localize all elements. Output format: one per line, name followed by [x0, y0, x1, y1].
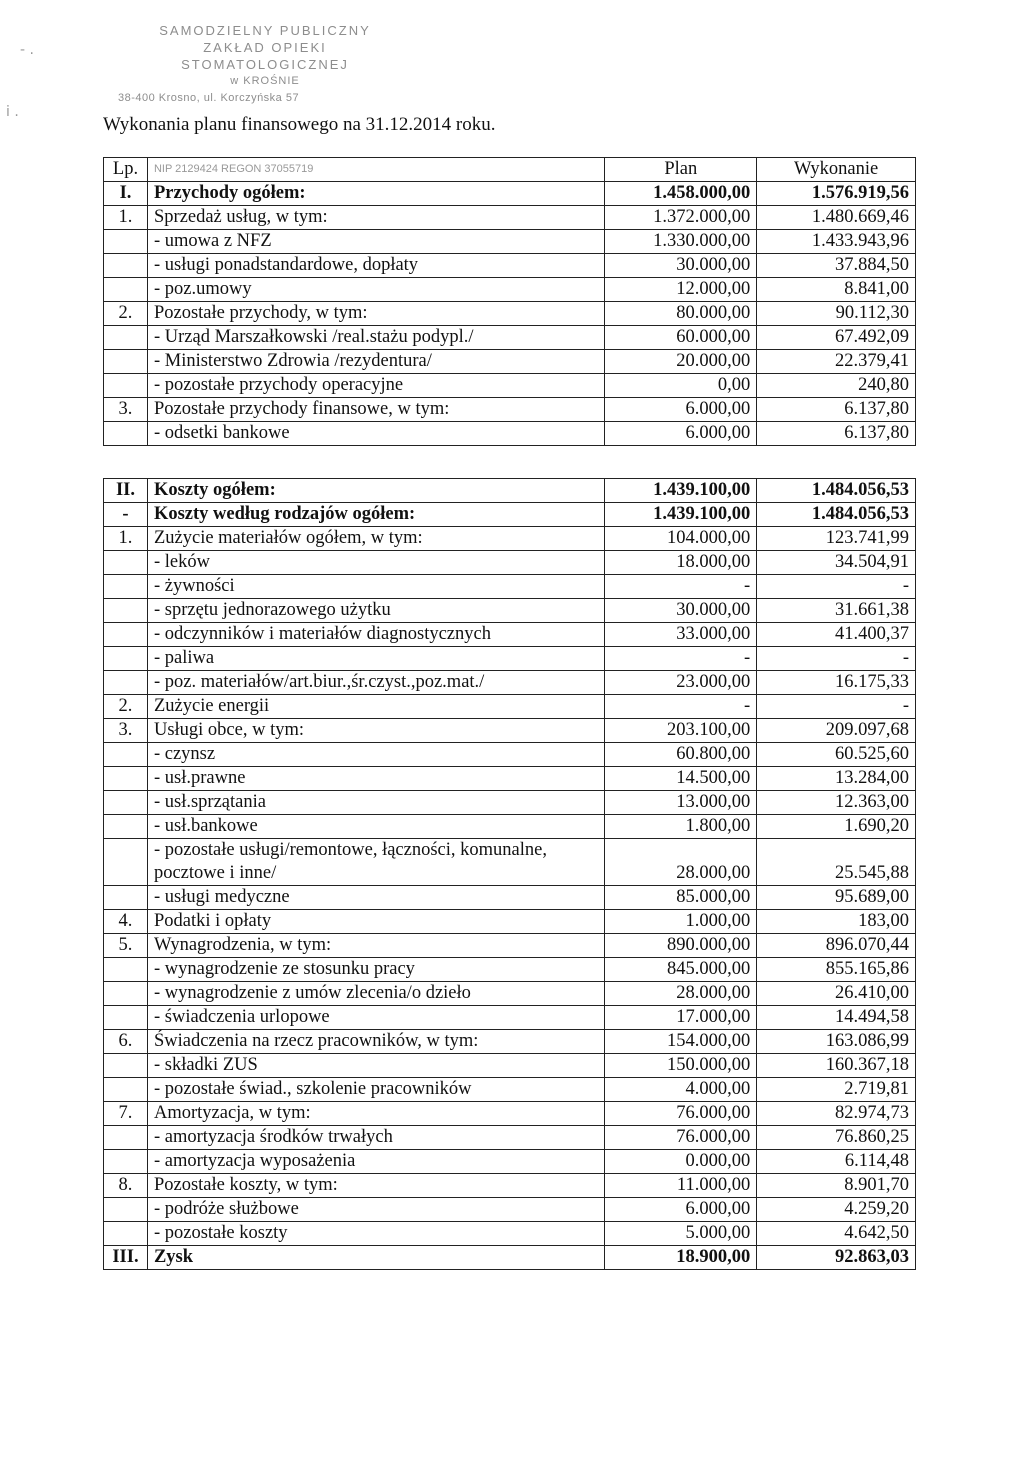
table-row	[104, 719, 916, 743]
table-header-row	[104, 158, 916, 182]
row-lp: 8.	[104, 1174, 148, 1198]
table-row	[104, 767, 916, 791]
row-label: - pozostałe świad., szkolenie pracowników	[147, 1078, 604, 1102]
row-wykonanie-value: -	[757, 695, 916, 719]
row-wykonanie-value: 90.112,30	[757, 302, 916, 326]
table-row	[104, 1174, 916, 1198]
row-plan-value: 76.000,00	[605, 1126, 757, 1150]
row-plan-value: 12.000,00	[605, 278, 757, 302]
row-lp	[104, 326, 148, 350]
row-plan-value: 203.100,00	[605, 719, 757, 743]
table-row	[104, 934, 916, 958]
row-lp	[104, 374, 148, 398]
row-plan-value: 6.000,00	[605, 422, 757, 446]
row-plan-value: 150.000,00	[605, 1054, 757, 1078]
row-label: Koszty ogółem:	[147, 479, 604, 503]
row-wykonanie-value: 8.901,70	[757, 1174, 916, 1198]
row-plan-value: 18.000,00	[605, 551, 757, 575]
row-label: - amortyzacja środków trwałych	[147, 1126, 604, 1150]
row-plan-value: 6.000,00	[605, 398, 757, 422]
row-label: Pozostałe przychody, w tym:	[147, 302, 604, 326]
row-label: - sprzętu jednorazowego użytku	[147, 599, 604, 623]
row-label: Koszty według rodzajów ogółem:	[147, 503, 604, 527]
row-lp: 2.	[104, 695, 148, 719]
row-lp	[104, 743, 148, 767]
row-wykonanie-value: 25.545,88	[757, 839, 916, 886]
table-row	[104, 1102, 916, 1126]
row-label: - Urząd Marszałkowski /real.stażu podypl./	[147, 326, 604, 350]
row-wykonanie-value: 855.165,86	[757, 958, 916, 982]
row-label: - amortyzacja wyposażenia	[147, 1150, 604, 1174]
row-label: Amortyzacja, w tym:	[147, 1102, 604, 1126]
row-plan-value: 0.000,00	[605, 1150, 757, 1174]
row-wykonanie-value: 1.433.943,96	[757, 230, 916, 254]
table-row	[104, 230, 916, 254]
table-row	[104, 1054, 916, 1078]
row-wykonanie-value: 76.860,25	[757, 1126, 916, 1150]
row-plan-value: -	[605, 647, 757, 671]
row-lp: 1.	[104, 206, 148, 230]
row-wykonanie-value: 160.367,18	[757, 1054, 916, 1078]
row-wykonanie-value: 209.097,68	[757, 719, 916, 743]
row-lp	[104, 1078, 148, 1102]
row-label: - usługi medyczne	[147, 886, 604, 910]
row-label: Przychody ogółem:	[147, 182, 604, 206]
row-plan-value: 60.000,00	[605, 326, 757, 350]
row-plan-value: 6.000,00	[605, 1198, 757, 1222]
row-lp: 3.	[104, 398, 148, 422]
row-lp	[104, 1222, 148, 1246]
row-plan-value: 1.439.100,00	[605, 503, 757, 527]
stamp-line-2: ZAKŁAD OPIEKI	[203, 40, 327, 55]
row-label: Zużycie energii	[147, 695, 604, 719]
row-lp	[104, 254, 148, 278]
row-plan-value: 23.000,00	[605, 671, 757, 695]
row-plan-value: 13.000,00	[605, 791, 757, 815]
row-lp	[104, 575, 148, 599]
row-lp	[104, 647, 148, 671]
row-plan-value: 5.000,00	[605, 1222, 757, 1246]
row-lp	[104, 815, 148, 839]
row-label: Pozostałe przychody finansowe, w tym:	[147, 398, 604, 422]
table-row	[104, 1150, 916, 1174]
row-label: - pozostałe koszty	[147, 1222, 604, 1246]
table-row	[104, 503, 916, 527]
stamp-line-5: 38-400 Krosno, ul. Korczyńska 57	[118, 92, 300, 104]
row-wykonanie-value: 1.484.056,53	[757, 479, 916, 503]
row-wykonanie-value: 12.363,00	[757, 791, 916, 815]
row-lp	[104, 278, 148, 302]
row-lp	[104, 422, 148, 446]
row-label: Zysk	[147, 1246, 604, 1270]
row-wykonanie-value: 4.642,50	[757, 1222, 916, 1246]
row-plan-value: 154.000,00	[605, 1030, 757, 1054]
row-label: - usł.sprzątania	[147, 791, 604, 815]
row-label: - poz. materiałów/art.biur.,śr.czyst.,poz.mat./	[147, 671, 604, 695]
row-label: - żywności	[147, 575, 604, 599]
row-lp	[104, 230, 148, 254]
table-row	[104, 791, 916, 815]
row-plan-value: 28.000,00	[605, 839, 757, 886]
row-lp: 7.	[104, 1102, 148, 1126]
row-label: - poz.umowy	[147, 278, 604, 302]
financial-plan-table	[103, 157, 916, 1270]
table-row	[104, 647, 916, 671]
row-label: Wynagrodzenia, w tym:	[147, 934, 604, 958]
row-wykonanie-value: 16.175,33	[757, 671, 916, 695]
row-label: - leków	[147, 551, 604, 575]
row-lp	[104, 767, 148, 791]
row-plan-value: 845.000,00	[605, 958, 757, 982]
table-row	[104, 839, 916, 886]
table-row	[104, 350, 916, 374]
row-label: Usługi obce, w tym:	[147, 719, 604, 743]
row-plan-value: 1.800,00	[605, 815, 757, 839]
row-wykonanie-value: 1.576.919,56	[757, 182, 916, 206]
row-wykonanie-value: 8.841,00	[757, 278, 916, 302]
row-wykonanie-value: -	[757, 647, 916, 671]
row-wykonanie-value: 2.719,81	[757, 1078, 916, 1102]
row-lp: I.	[104, 182, 148, 206]
table-row	[104, 1126, 916, 1150]
row-lp: 4.	[104, 910, 148, 934]
row-plan-value: 17.000,00	[605, 1006, 757, 1030]
row-plan-value: 20.000,00	[605, 350, 757, 374]
row-lp: 5.	[104, 934, 148, 958]
spacer-cell	[104, 446, 148, 479]
row-wykonanie-value: 34.504,91	[757, 551, 916, 575]
row-plan-value: 1.372.000,00	[605, 206, 757, 230]
header-stamp-nip: NIP 2129424 REGON 37055719	[147, 158, 604, 182]
row-lp	[104, 1198, 148, 1222]
row-plan-value: 33.000,00	[605, 623, 757, 647]
row-wykonanie-value: 4.259,20	[757, 1198, 916, 1222]
row-plan-value: 76.000,00	[605, 1102, 757, 1126]
spacer-cell	[147, 446, 604, 479]
row-lp: III.	[104, 1246, 148, 1270]
table-row	[104, 1030, 916, 1054]
row-wykonanie-value: 95.689,00	[757, 886, 916, 910]
table-row	[104, 695, 916, 719]
row-plan-value: 18.900,00	[605, 1246, 757, 1270]
stamp-line-3: STOMATOLOGICZNEJ	[181, 57, 349, 72]
row-label: - usługi ponadstandardowe, dopłaty	[147, 254, 604, 278]
row-wykonanie-value: 6.137,80	[757, 422, 916, 446]
row-label: - Ministerstwo Zdrowia /rezydentura/	[147, 350, 604, 374]
row-label: - wynagrodzenie ze stosunku pracy	[147, 958, 604, 982]
table-row	[104, 958, 916, 982]
row-wykonanie-value: 67.492,09	[757, 326, 916, 350]
row-wykonanie-value: 13.284,00	[757, 767, 916, 791]
scan-mark: i .	[6, 104, 19, 120]
row-label: - świadczenia urlopowe	[147, 1006, 604, 1030]
row-label: Zużycie materiałów ogółem, w tym:	[147, 527, 604, 551]
row-lp	[104, 1054, 148, 1078]
row-plan-value: 28.000,00	[605, 982, 757, 1006]
table-row	[104, 278, 916, 302]
row-lp	[104, 886, 148, 910]
table-row	[104, 374, 916, 398]
row-wykonanie-value: 1.480.669,46	[757, 206, 916, 230]
table-row	[104, 1246, 916, 1270]
row-plan-value: 30.000,00	[605, 599, 757, 623]
row-label: - składki ZUS	[147, 1054, 604, 1078]
row-wykonanie-value: 26.410,00	[757, 982, 916, 1006]
row-wykonanie-value: 163.086,99	[757, 1030, 916, 1054]
row-lp	[104, 1006, 148, 1030]
row-plan-value: 60.800,00	[605, 743, 757, 767]
table-row	[104, 982, 916, 1006]
table-row	[104, 326, 916, 350]
row-label: - czynsz	[147, 743, 604, 767]
row-lp	[104, 671, 148, 695]
table-row	[104, 575, 916, 599]
table-row	[104, 182, 916, 206]
section-spacer	[104, 446, 916, 479]
row-plan-value: 14.500,00	[605, 767, 757, 791]
row-wykonanie-value: 123.741,99	[757, 527, 916, 551]
row-label: - paliwa	[147, 647, 604, 671]
row-plan-value: 1.439.100,00	[605, 479, 757, 503]
table-row	[104, 886, 916, 910]
row-plan-value: 0,00	[605, 374, 757, 398]
row-lp	[104, 350, 148, 374]
table-row	[104, 479, 916, 503]
row-plan-value: -	[605, 575, 757, 599]
row-label: - odsetki bankowe	[147, 422, 604, 446]
row-lp	[104, 791, 148, 815]
row-wykonanie-value: 60.525,60	[757, 743, 916, 767]
row-lp	[104, 1150, 148, 1174]
table-row	[104, 1078, 916, 1102]
row-wykonanie-value: 6.137,80	[757, 398, 916, 422]
institution-stamp	[100, 22, 430, 107]
spacer-cell	[757, 446, 916, 479]
row-lp	[104, 599, 148, 623]
table-row	[104, 422, 916, 446]
row-label: - umowa z NFZ	[147, 230, 604, 254]
table-row	[104, 398, 916, 422]
row-plan-value: -	[605, 695, 757, 719]
row-wykonanie-value: 37.884,50	[757, 254, 916, 278]
row-wykonanie-value: 22.379,41	[757, 350, 916, 374]
row-wykonanie-value: 896.070,44	[757, 934, 916, 958]
table-row	[104, 623, 916, 647]
row-plan-value: 890.000,00	[605, 934, 757, 958]
row-lp: 3.	[104, 719, 148, 743]
row-lp	[104, 958, 148, 982]
row-wykonanie-value: 31.661,38	[757, 599, 916, 623]
row-lp	[104, 1126, 148, 1150]
row-wykonanie-value: 240,80	[757, 374, 916, 398]
row-label: Pozostałe koszty, w tym:	[147, 1174, 604, 1198]
row-lp	[104, 839, 148, 886]
stamp-line-4: w KROŚNIE	[230, 75, 300, 87]
row-lp	[104, 551, 148, 575]
row-wykonanie-value: -	[757, 575, 916, 599]
table-row	[104, 1198, 916, 1222]
row-plan-value: 30.000,00	[605, 254, 757, 278]
row-label: - pozostałe usługi/remontowe, łączności, komunalne, pocztowe i inne/	[147, 839, 604, 886]
stamp-line-1: SAMODZIELNY PUBLICZNY	[159, 23, 371, 38]
row-label: - wynagrodzenie z umów zlecenia/o dzieło	[147, 982, 604, 1006]
header-plan: Plan	[605, 158, 757, 182]
header-wykonanie: Wykonanie	[757, 158, 916, 182]
table-row	[104, 551, 916, 575]
row-wykonanie-value: 1.690,20	[757, 815, 916, 839]
row-plan-value: 1.458.000,00	[605, 182, 757, 206]
table-row	[104, 815, 916, 839]
header-lp: Lp.	[104, 158, 148, 182]
row-label: - usł.prawne	[147, 767, 604, 791]
row-plan-value: 11.000,00	[605, 1174, 757, 1198]
row-plan-value: 80.000,00	[605, 302, 757, 326]
row-plan-value: 85.000,00	[605, 886, 757, 910]
table-row	[104, 527, 916, 551]
row-lp	[104, 982, 148, 1006]
row-wykonanie-value: 6.114,48	[757, 1150, 916, 1174]
spacer-cell	[605, 446, 757, 479]
row-wykonanie-value: 82.974,73	[757, 1102, 916, 1126]
document-title: Wykonania planu finansowego na 31.12.2014 roku.	[103, 114, 496, 135]
row-lp: 2.	[104, 302, 148, 326]
row-plan-value: 104.000,00	[605, 527, 757, 551]
row-lp: -	[104, 503, 148, 527]
row-label: - podróże służbowe	[147, 1198, 604, 1222]
row-label: Świadczenia na rzecz pracowników, w tym:	[147, 1030, 604, 1054]
row-wykonanie-value: 1.484.056,53	[757, 503, 916, 527]
row-wykonanie-value: 41.400,37	[757, 623, 916, 647]
table-row	[104, 1222, 916, 1246]
table-row	[104, 599, 916, 623]
row-label: - usł.bankowe	[147, 815, 604, 839]
table-row	[104, 743, 916, 767]
row-plan-value: 4.000,00	[605, 1078, 757, 1102]
table-row	[104, 302, 916, 326]
row-label: - odczynników i materiałów diagnostycznych	[147, 623, 604, 647]
table-row	[104, 206, 916, 230]
row-label: Podatki i opłaty	[147, 910, 604, 934]
table-row	[104, 1006, 916, 1030]
row-label: Sprzedaż usług, w tym:	[147, 206, 604, 230]
row-lp: 1.	[104, 527, 148, 551]
row-wykonanie-value: 92.863,03	[757, 1246, 916, 1270]
table-row	[104, 910, 916, 934]
row-plan-value: 1.330.000,00	[605, 230, 757, 254]
row-plan-value: 1.000,00	[605, 910, 757, 934]
row-lp	[104, 623, 148, 647]
scan-mark: - .	[20, 42, 34, 58]
row-label: - pozostałe przychody operacyjne	[147, 374, 604, 398]
row-wykonanie-value: 183,00	[757, 910, 916, 934]
row-lp: II.	[104, 479, 148, 503]
row-lp: 6.	[104, 1030, 148, 1054]
table-row	[104, 671, 916, 695]
table-row	[104, 254, 916, 278]
row-wykonanie-value: 14.494,58	[757, 1006, 916, 1030]
